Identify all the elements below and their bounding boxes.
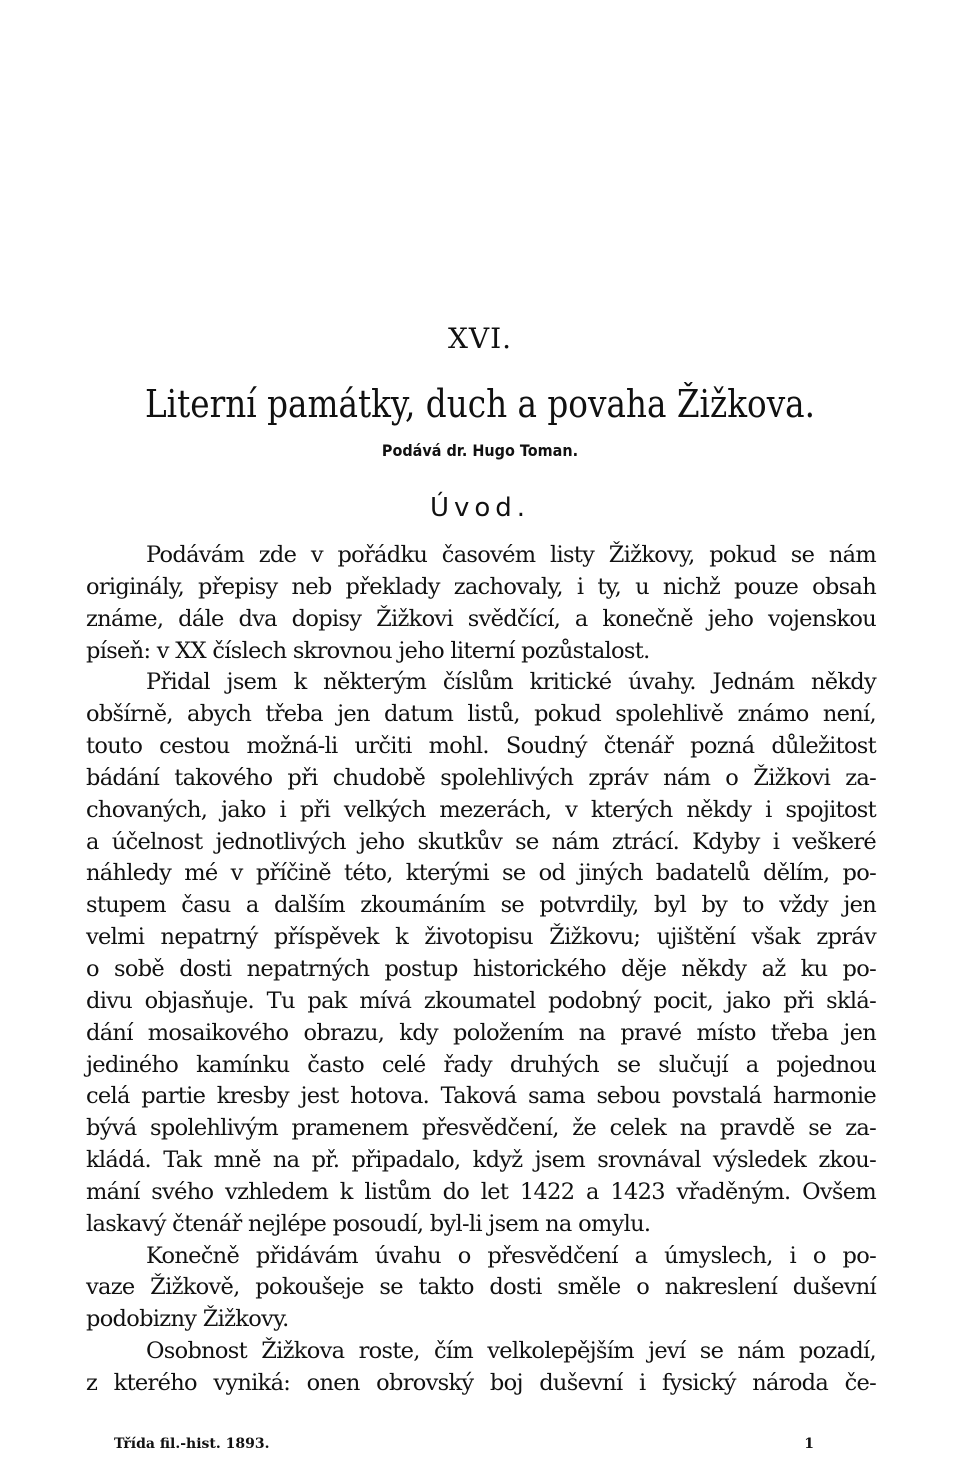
text-line: vaze Žižkově, pokoušeje se takto dosti směle o nakreslení duševní [86, 1274, 876, 1301]
text-line: o sobě dosti nepatrných postup historického děje někdy až ku po- [86, 955, 876, 982]
text-line: kládá. Tak mně na př. připadalo, když jsem srovnával výsledek zkou- [86, 1147, 876, 1174]
text-line: náhledy mé v příčině této, kterými se od jiných badatelů dělím, po- [86, 860, 876, 887]
section-heading: Úvod. [429, 493, 531, 523]
chapter-number: XVI. [447, 322, 513, 355]
text-line: jediného kamínku často celé řady druhých se slučují a pojednou [86, 1051, 876, 1078]
article-title: Literní památky, duch a povaha Žižkova. [144, 382, 816, 426]
text-line: a účelnost jednotlivých jeho skutkův se nám ztrácí. Kdyby i veškeré [86, 828, 876, 855]
text-line: touto cestou možná-li určiti mohl. Soudný čtenář pozná důležitost [86, 733, 876, 760]
page-footer [114, 1436, 814, 1460]
body-text [86, 540, 876, 1400]
text-line: obšírně, abych třeba jen datum listů, pokud spolehlivě známo není, [86, 701, 876, 728]
text-line: velmi nepatrný příspěvek k životopisu Žižkovu; ujištění však zpráv [86, 924, 876, 951]
text-line: Podávám zde v pořádku časovém listy Žižkovy, pokud se nám [146, 542, 876, 568]
text-line: mání svého vzhledem k listům do let 1422 a 1423 vřaděným. Ovšem [86, 1178, 876, 1205]
text-line: laskavý čtenář nejlépe posoudí, byl-li jsem na omylu. [86, 1210, 651, 1237]
text-line: originály, přepisy neb překlady zachovaly, i ty, u nichž pouze obsah [86, 573, 876, 600]
text-line: chovaných, jako i při velkých mezerách, v kterých někdy i spojitost [86, 796, 876, 823]
text-line: stupem času a dalším zkoumáním se potvrdily, byl by to vždy jen [86, 892, 876, 919]
text-line: píseň: v XX číslech skrovnou jeho literní pozůstalost. [86, 637, 650, 664]
sheet-number: 1 [804, 1436, 814, 1452]
text-line: Osobnost Žižkova roste, čím velkolepějším jeví se nám pozadí, [146, 1338, 876, 1365]
text-line: dání mosaikového obrazu, kdy položením na pravé místo třeba jen [86, 1019, 876, 1046]
text-line: celá partie kresby jest hotova. Taková sama sebou povstalá harmonie [86, 1083, 876, 1110]
text-line: Konečně přidávám úvahu o přesvědčení a úmyslech, i o po- [146, 1242, 876, 1269]
text-line: z kterého vyniká: onen obrovský boj duševní i fysický národa če- [86, 1369, 876, 1396]
text-line: bývá spolehlivým pramenem přesvědčení, že celek na pravdě se za- [86, 1115, 876, 1142]
text-line: divu objasňuje. Tu pak mívá zkoumatel podobný pocit, jako při sklá- [86, 987, 876, 1014]
footer-imprint: Třída fil.-hist. 1893. [114, 1436, 270, 1452]
author-byline: Podává dr. Hugo Toman. [381, 441, 579, 460]
text-line: bádání takového při chudobě spolehlivých zpráv nám o Žižkovi za- [86, 764, 876, 791]
text-line: podobizny Žižkovy. [86, 1306, 289, 1333]
text-line: Přidal jsem k některým číslům kritické úvahy. Jednám někdy [146, 669, 876, 696]
text-line: známe, dále dva dopisy Žižkovi svědčící, a konečně jeho vojenskou [86, 605, 876, 632]
